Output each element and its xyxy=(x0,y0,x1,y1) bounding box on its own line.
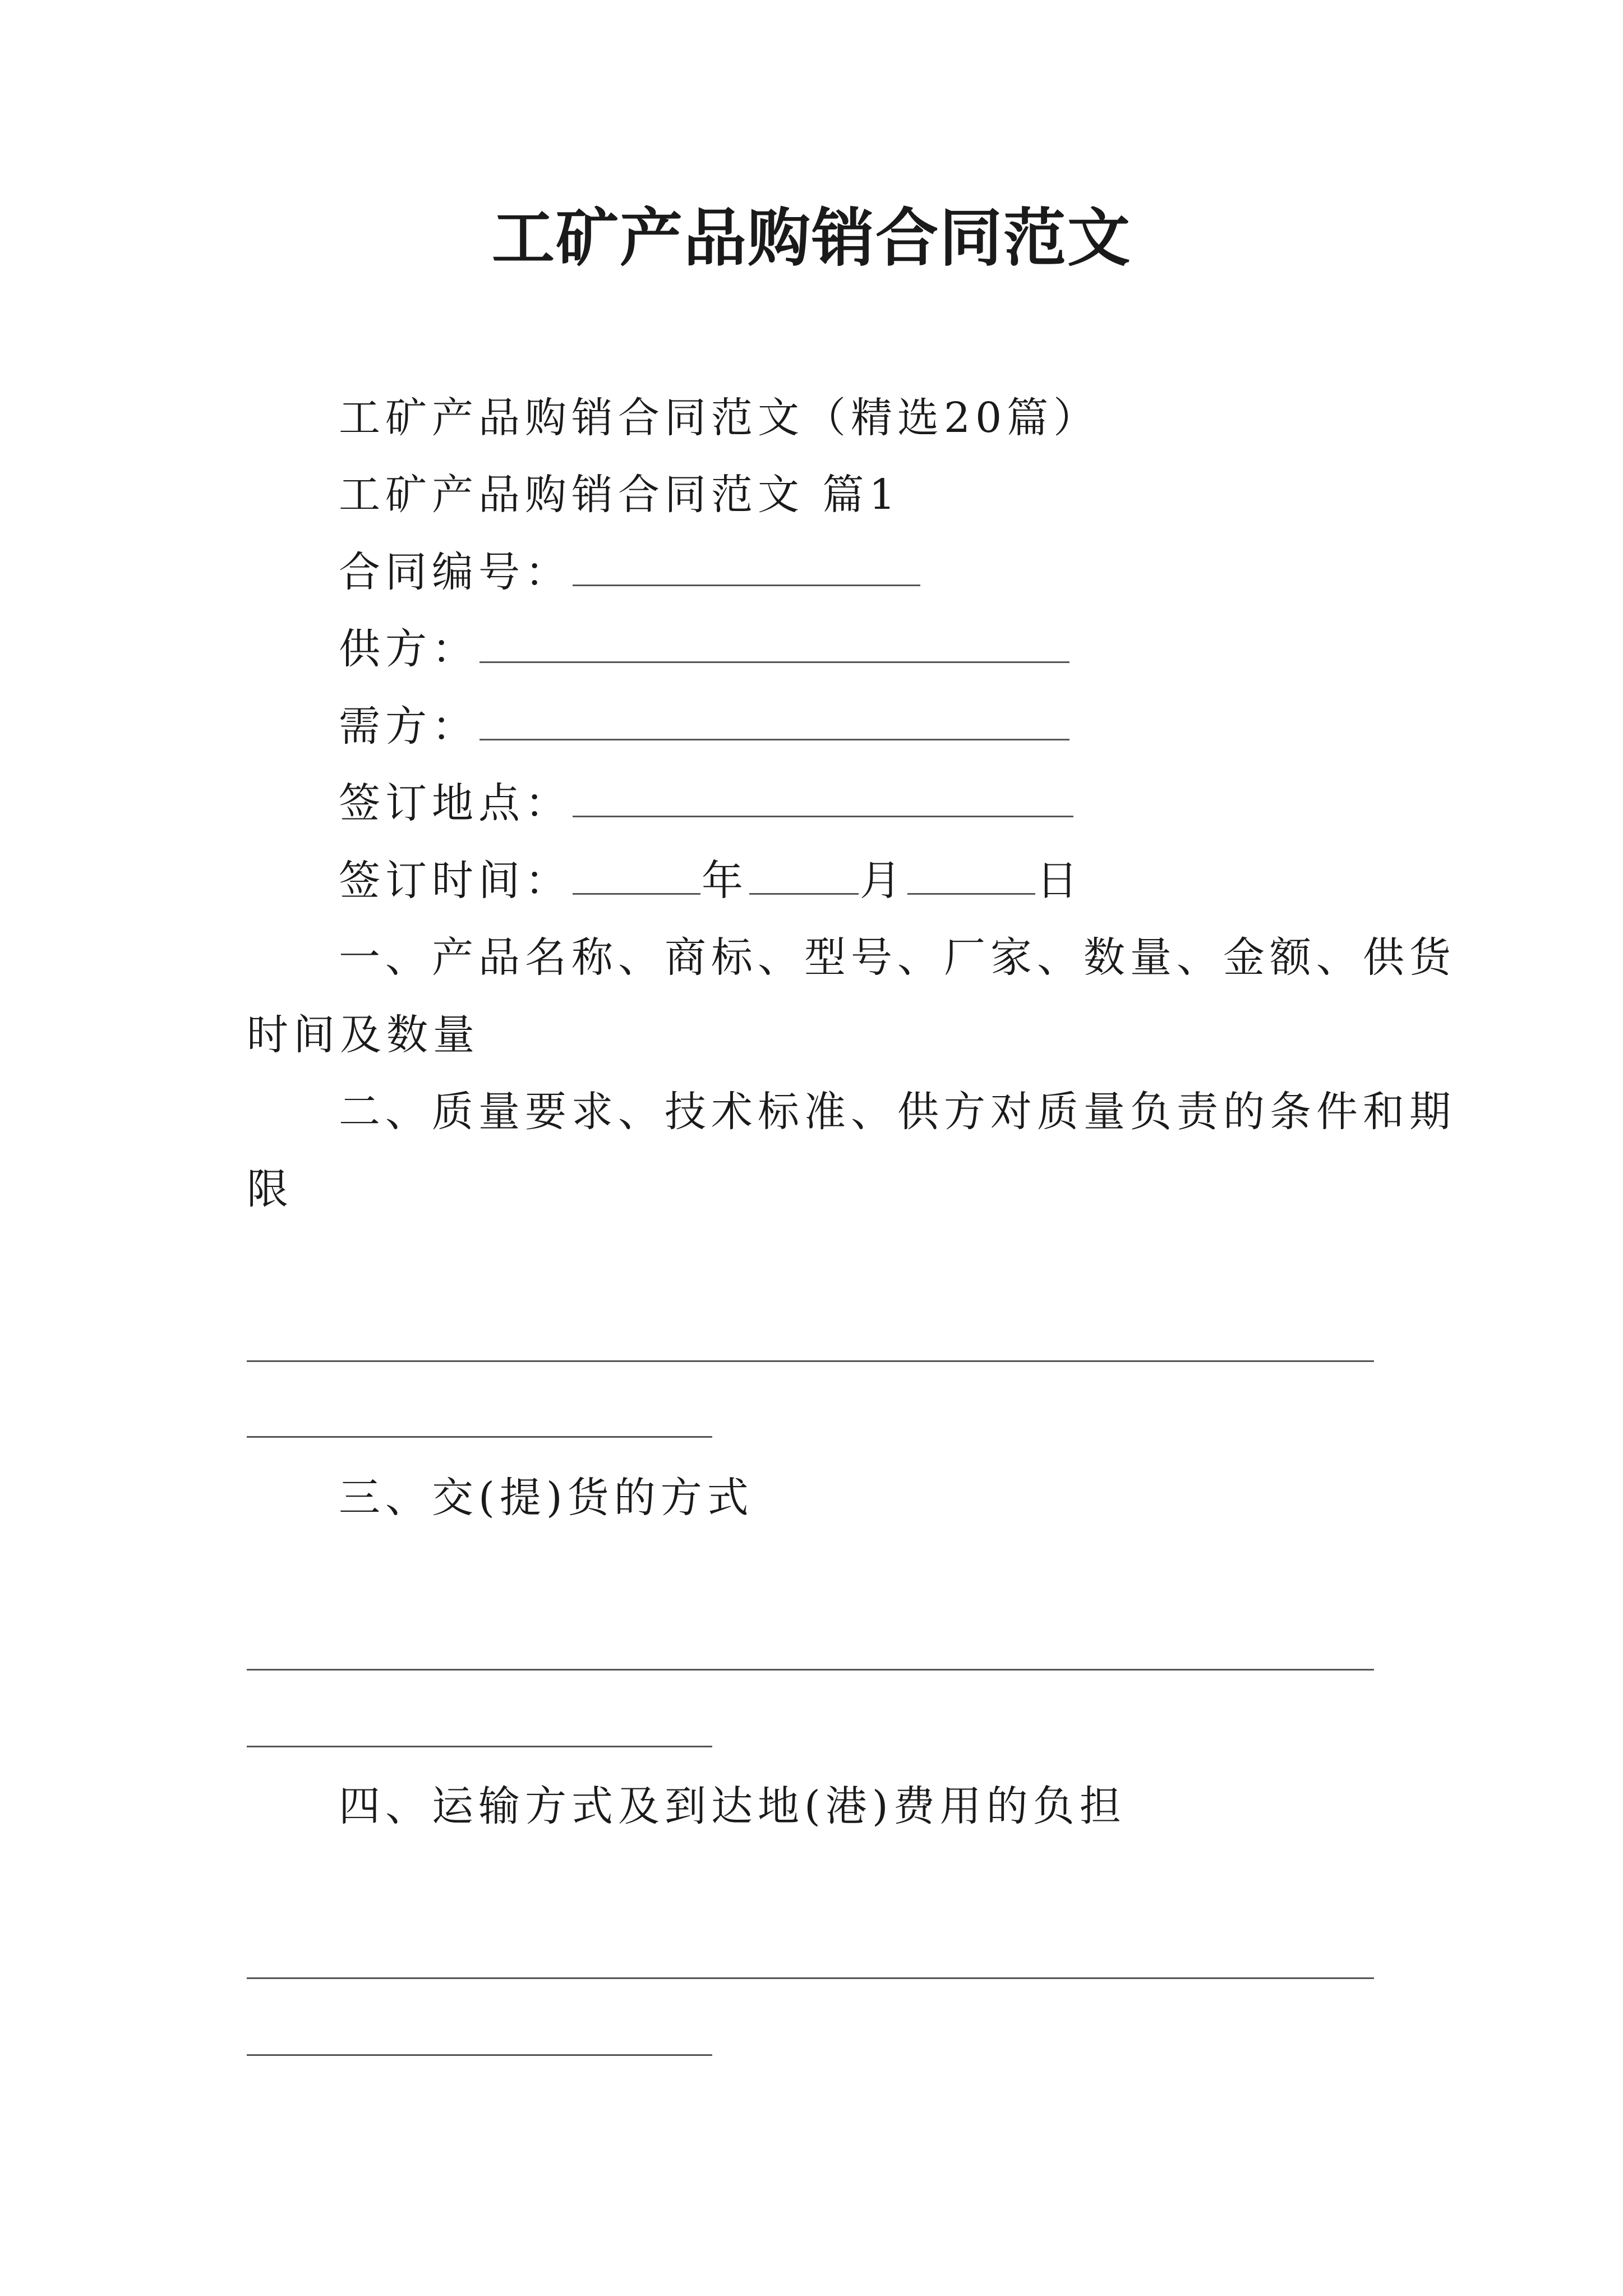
clause-1-line-1: 一、产品名称、商标、型号、厂家、数量、金额、供货 xyxy=(339,933,1456,982)
clause-2-line-1: 二、质量要求、技术标准、供方对质量负责的条件和期 xyxy=(339,1088,1456,1136)
contract-number-blank xyxy=(573,585,920,586)
clause-1-line-2: 时间及数量 xyxy=(247,1011,479,1059)
year-label: 年 xyxy=(702,857,748,905)
clause-3-fill-line-2 xyxy=(247,1746,712,1747)
clause-2-line-2: 限 xyxy=(247,1165,293,1213)
clause-4-fill-line-1 xyxy=(247,1977,1374,1979)
signing-time-row xyxy=(339,847,1083,914)
document-subtitle: 工矿产品购销合同范文（精选20篇） xyxy=(339,394,1100,442)
signing-place-label: 签订地点： xyxy=(339,779,571,827)
month-label: 月 xyxy=(860,857,906,905)
document-title: 工矿产品购销合同范文 xyxy=(492,201,1131,275)
supplier-row xyxy=(339,615,1071,683)
clause-2-fill-line-1 xyxy=(247,1360,1374,1362)
supplier-blank xyxy=(479,661,1069,663)
clause-3: 三、交(提)货的方式 xyxy=(339,1474,754,1522)
year-blank xyxy=(573,893,700,895)
signing-time-label: 签订时间： xyxy=(339,857,571,905)
buyer-label: 需方： xyxy=(339,702,478,751)
clause-2-fill-line-2 xyxy=(247,1436,712,1438)
clause-4-fill-line-2 xyxy=(247,2054,712,2056)
clause-4: 四、运输方式及到达地(港)费用的负担 xyxy=(339,1782,1126,1830)
contract-number-row xyxy=(339,539,921,606)
buyer-blank xyxy=(479,739,1069,740)
signing-place-blank xyxy=(573,816,1073,817)
signing-place-row xyxy=(339,770,1075,837)
buyer-row xyxy=(339,693,1071,760)
contract-number-label: 合同编号： xyxy=(339,548,571,596)
month-blank xyxy=(749,893,859,895)
section-heading: 工矿产品购销合同范文 篇1 xyxy=(339,471,901,519)
clause-3-fill-line-1 xyxy=(247,1669,1374,1671)
supplier-label: 供方： xyxy=(339,625,478,673)
day-label: 日 xyxy=(1036,857,1083,905)
day-blank xyxy=(907,893,1035,895)
